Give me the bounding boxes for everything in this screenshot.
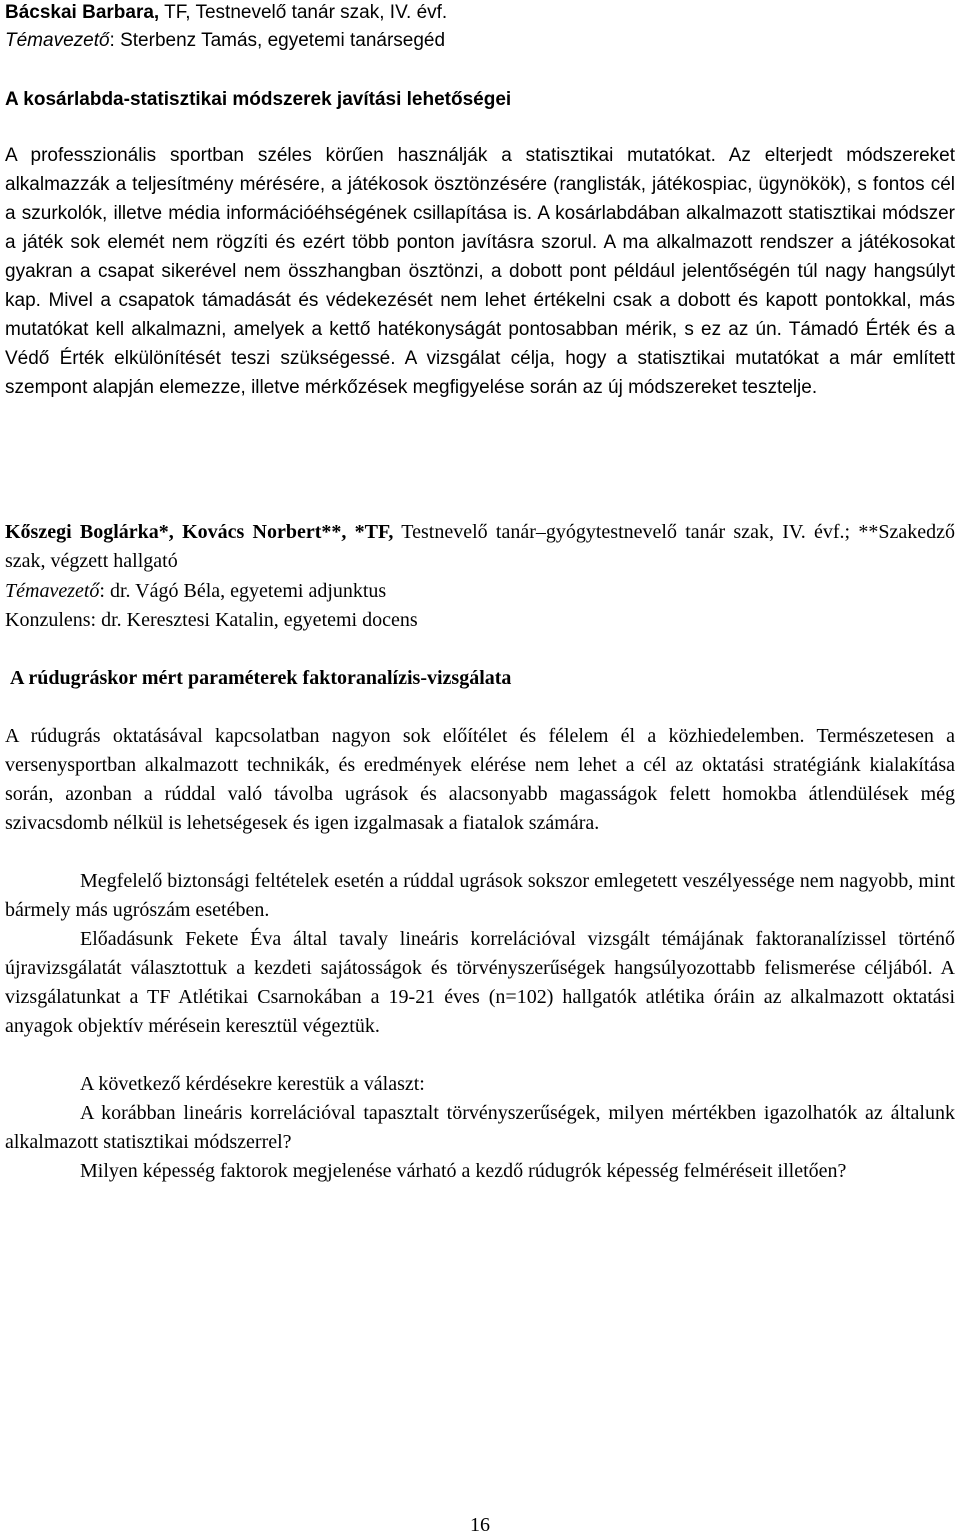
supervisor-line-2 (5, 576, 955, 606)
paragraph-4: A következő kérdésekre kerestük a választ: (80, 1073, 425, 1095)
author-line-2 (5, 518, 955, 576)
abstract-body-1: A professzionális sportban széles körűen használják a statisztikai mutatókat. Az elterjedt módszereket alkalmazzák a teljesítmény mérésére, a játékosok ösztönzésére (ranglisták, játékospiac, ügynökök), s fontos cél a szurkolók, illetve média információéhségének csillapítása is. A kosárlabdában alkalmazott statisztikai módszer a játék sok elemét nem rögzíti és ezért több ponton javításra szorul. A ma alkalmazott rendszer a játékosokat gyakran a csapat sikerével nem összhangban ösztönzi, a dobott pont például jelentőségén túl nagy hangsúlyt kap. Mivel a csapatok támadását és védekezését nem lehet értékelni csak a dobott és kapott pontokkal, más mutatókat kell alkalmazni, amelyek a kettő hatékonyságát pontosabban mérik, s ez az ún. Támadó Érték és a Védő Érték elkülönítését teszi szükségessé. A vizsgálat célja, hogy a statisztikai mutatókat a már említett szempont alapján elemezze, illetve mérkőzések megfigyelése során az új módszereket tesztelje. (5, 145, 955, 398)
author-line-1 (5, 0, 955, 28)
supervisor-label: Témavezető (5, 30, 110, 51)
paragraph-3: Előadásunk Fekete Éva által tavaly lineáris korrelációval vizsgált témájának faktoranalízissel történő újravizsgálatát választottuk a kezdeti sajátosságok és törvényszerűségek hangsúlyozottabb felismerése céljából. A vizsgálatunkat a TF Atlétikai Csarnokában a 19-21 éves (n=102) hallgatók atlétika óráin az alkalmazott oktatási anyagok objektív mérésein keresztül végeztük. (5, 928, 955, 1037)
supervisor-line-1 (5, 26, 955, 56)
authors-bold: Kőszegi Boglárka*, Kovács Norbert**, *TF, (5, 521, 394, 543)
abstract-title-2: A rúdugráskor mért paraméterek faktoranalízis-vizsgálata (10, 667, 512, 689)
supervisor-name-2: : dr. Vágó Béla, egyetemi adjunktus (99, 580, 387, 602)
supervisor-name: : Sterbenz Tamás, egyetemi tanársegéd (109, 30, 446, 51)
supervisor-label-2: Témavezető (5, 580, 100, 602)
author-name: Bácskai Barbara, (5, 2, 160, 23)
paragraph-5: A korábban lineáris korrelációval tapasztalt törvényszerűségek, milyen mértékben igazolhatók az általunk alkalmazott statisztikai módszerrel? (5, 1102, 955, 1153)
paragraph-1: A rúdugrás oktatásával kapcsolatban nagyon sok előítélet és félelem él a közhiedelemben. Természetesen a versenysportban alkalmazott technikák, és eredmények elérése nem lehet a cél az oktatási stratégiánk kialakítása során, azonban a rúddal való távolba ugrások és alacsonyabb magasságok felett homokba átlendülések még szivacsdomb nélkül is lehetségesek és igen izgalmasak a fiatalok számára. (5, 725, 955, 834)
authors-affiliation: Testnevelő tanár–gyógytestnevelő tanár szak, IV. évf.; **Szakedző szak, végzett hallgató (5, 521, 955, 572)
paragraph-2: Megfelelő biztonsági feltételek esetén a rúddal ugrások sokszor emlegetett veszélyessége nem nagyobb, mint bármely más ugrószám esetében. (5, 870, 955, 921)
abstract-title-1: A kosárlabda-statisztikai módszerek javítási lehetőségei (5, 89, 512, 110)
consultant-line: Konzulens: dr. Keresztesi Katalin, egyetemi docens (5, 609, 418, 631)
author-affiliation: TF, Testnevelő tanár szak, IV. évf. (159, 2, 448, 23)
page-number: 16 (470, 1514, 490, 1536)
paragraph-6: Milyen képesség faktorok megjelenése várható a kezdő rúdugrók képesség felméréseit illetően? (80, 1160, 847, 1182)
